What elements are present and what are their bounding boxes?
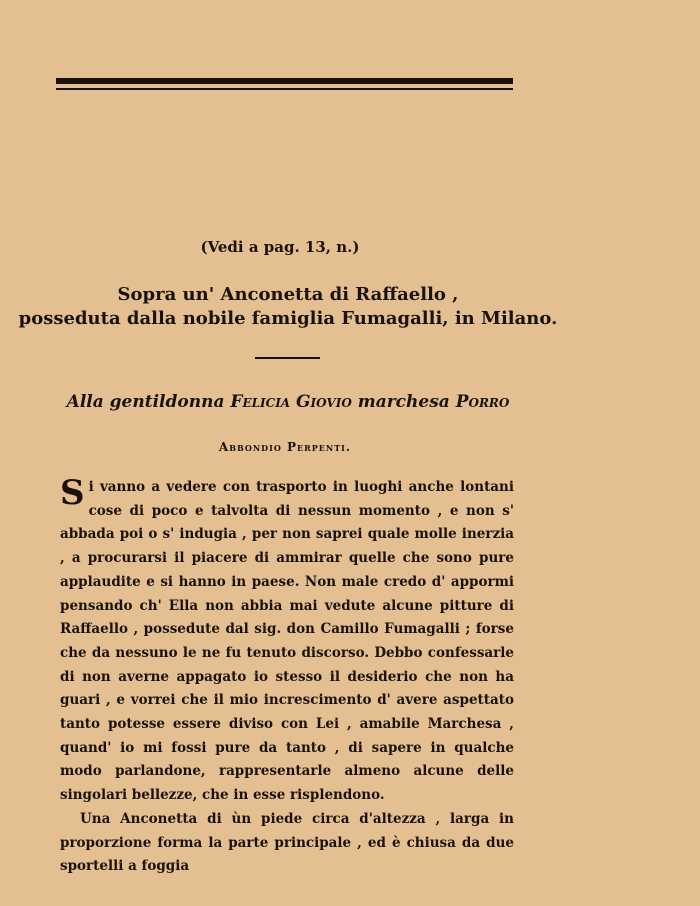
- drop-cap: S: [60, 473, 85, 513]
- top-rule-thick: [56, 78, 513, 84]
- paragraph-1-text: i vanno a vedere con trasporto in luoghi anche lontani cose di poco e talvolta di nessun momento , e non s' abbada poi o s' indugia , per non saprei quale molle inerzia , a procurarsi il piacere di ammirar quelle che sono pure applaudite e si hanno in paese. Non male credo d' appormi pensando ch' Ella non abbia mai vedute alcune pitture di Raffaello , possedute dal sig. don Camillo Fumagalli ; forse che da nessuno le ne fu tenuto discorso. Debbo confessarle di non averne appagato io stesso il desiderio che non ha guari , e vorrei che il mio increscimento d' avere aspettato tanto potesse essere diviso con Lei , amabile Marchesa , quand' io mi fossi pure da tanto , di sapere in qualche modo parlandone, rappresentarle almeno alcune delle singolari bellezze, che in esse risplendono.: [60, 479, 514, 804]
- dedication-prefix: Alla gentildonna: [66, 392, 231, 412]
- dedication: [0, 392, 576, 412]
- dedication-surname: Porro: [455, 392, 510, 412]
- top-rule-thin: [56, 88, 513, 90]
- title-line-2: posseduta dalla nobile famiglia Fumagalli, in Milano.: [18, 308, 558, 329]
- section-divider: [255, 357, 320, 359]
- page-reference: (Vedi a pag. 13, n.): [200, 238, 360, 256]
- paragraph-1: [60, 473, 514, 808]
- dedication-name: Felicia Giovio: [230, 392, 352, 412]
- author-name: Abbondio Perpenti.: [218, 440, 352, 454]
- title-line-1: Sopra un' Anconetta di Raffaello ,: [117, 284, 459, 305]
- paragraph-2: Una Anconetta di ùn piede circa d'altezza , larga in proporzione forma la parte principale , ed è chiusa da due sportelli a foggia: [60, 811, 514, 875]
- dedication-middle: marchesa: [351, 392, 456, 412]
